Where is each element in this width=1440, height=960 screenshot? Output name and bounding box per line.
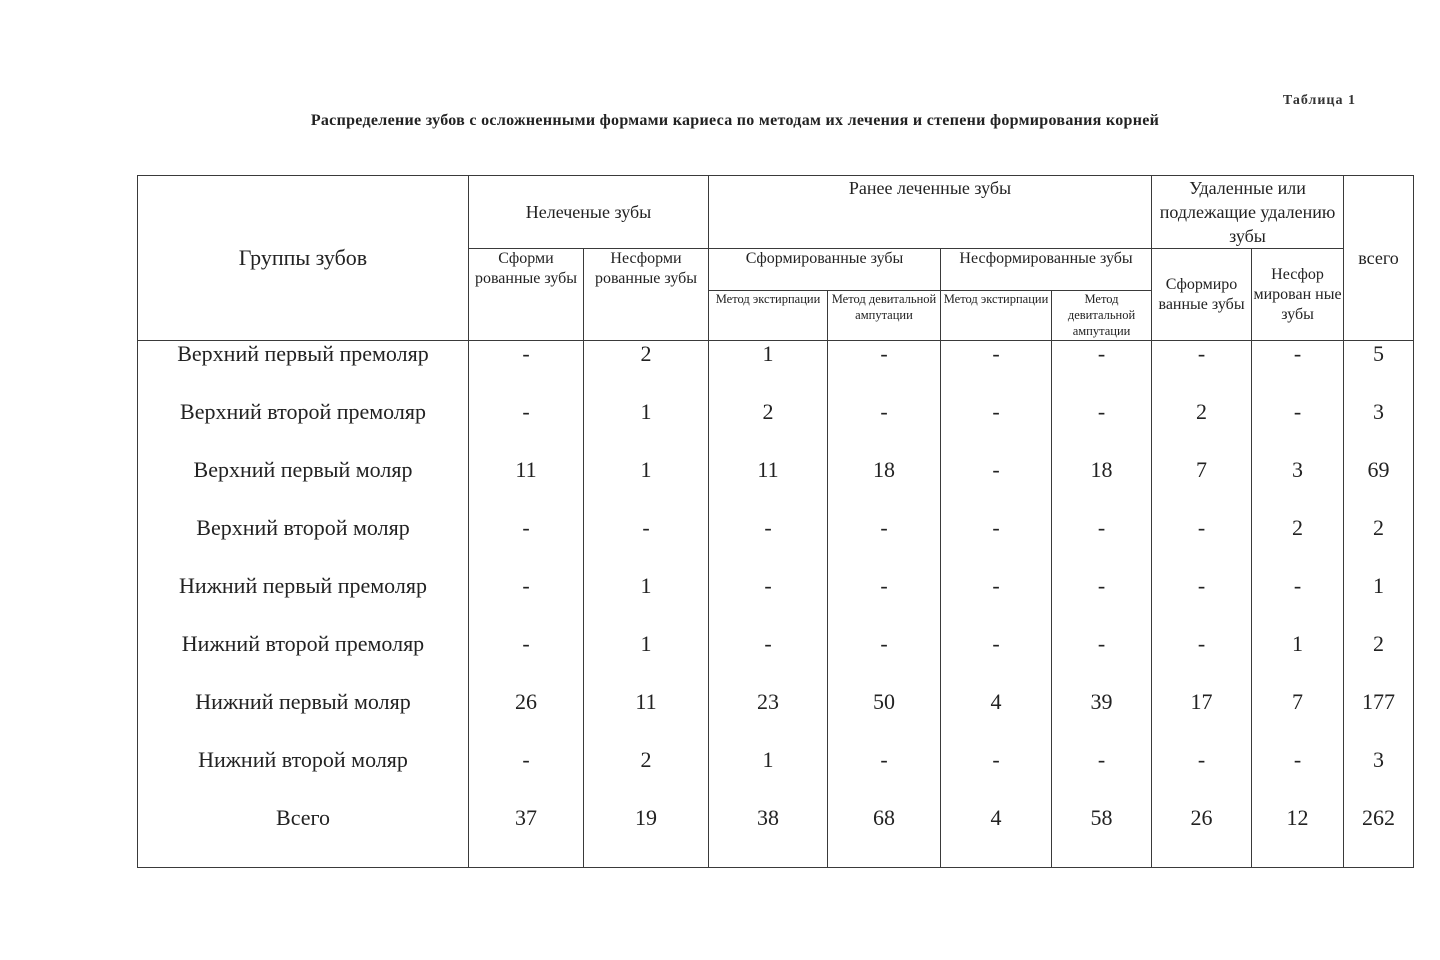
row-value-cell: 2 [1252, 515, 1344, 573]
row-value-cell: 11 [469, 457, 584, 515]
row-value-cell: - [1152, 573, 1252, 631]
row-value-cell: 2 [1344, 631, 1414, 689]
row-value-cell: 12 [1252, 805, 1344, 868]
table-row [138, 515, 1414, 573]
header-method-extirpation-unformed: Метод экстирпации [941, 291, 1052, 341]
row-value-cell: 3 [1344, 747, 1414, 805]
row-value-cell: - [1252, 341, 1344, 400]
row-value-cell: - [1052, 747, 1152, 805]
row-value-cell: 2 [1344, 515, 1414, 573]
row-value-cell: - [1252, 399, 1344, 457]
row-value-cell: - [941, 341, 1052, 400]
row-value-cell: 3 [1344, 399, 1414, 457]
teeth-distribution-table [137, 175, 1414, 868]
row-value-cell: 1 [709, 341, 828, 400]
row-value-cell: 7 [1152, 457, 1252, 515]
row-value-cell: - [828, 515, 941, 573]
row-value-cell: - [1052, 515, 1152, 573]
row-value-cell: 23 [709, 689, 828, 747]
header-method-extirpation-formed: Метод экстирпации [709, 291, 828, 341]
row-value-cell: - [1152, 747, 1252, 805]
row-value-cell: - [469, 399, 584, 457]
row-value-cell: 18 [828, 457, 941, 515]
table-row [138, 573, 1414, 631]
row-value-cell: - [941, 573, 1052, 631]
row-tooth-group: Нижний первый премоляр [138, 573, 469, 631]
row-value-cell: 1 [1252, 631, 1344, 689]
row-value-cell: 2 [584, 341, 709, 400]
table-row [138, 631, 1414, 689]
header-treated-unformed: Несформированные зубы [941, 249, 1152, 291]
row-value-cell: - [1052, 631, 1152, 689]
row-value-cell: 11 [584, 689, 709, 747]
row-value-cell: 39 [1052, 689, 1152, 747]
row-value-cell: - [941, 515, 1052, 573]
row-value-cell: 2 [1152, 399, 1252, 457]
row-tooth-group: Верхний второй моляр [138, 515, 469, 573]
row-value-cell: - [941, 631, 1052, 689]
row-tooth-group: Верхний первый моляр [138, 457, 469, 515]
row-value-cell: 1 [709, 747, 828, 805]
row-value-cell: - [469, 631, 584, 689]
row-value-cell: 7 [1252, 689, 1344, 747]
row-value-cell: - [1152, 515, 1252, 573]
row-value-cell: 50 [828, 689, 941, 747]
row-value-cell: 262 [1344, 805, 1414, 868]
row-value-cell: 38 [709, 805, 828, 868]
header-total: всего [1344, 176, 1414, 341]
row-value-cell: - [469, 747, 584, 805]
header-method-devital-formed: Метод девитальной ампутации [828, 291, 941, 341]
row-value-cell: - [469, 573, 584, 631]
row-value-cell: 3 [1252, 457, 1344, 515]
row-value-cell: - [828, 747, 941, 805]
row-value-cell: - [1252, 573, 1344, 631]
row-value-cell: - [828, 399, 941, 457]
row-value-cell: 11 [709, 457, 828, 515]
header-removed-unformed: Несфор мирован ные зубы [1252, 249, 1344, 341]
row-value-cell: - [828, 341, 941, 400]
row-value-cell: 2 [709, 399, 828, 457]
row-value-cell: - [828, 631, 941, 689]
row-value-cell: 1 [584, 457, 709, 515]
table-title: Распределение зубов с осложненными формами кариеса по методам их лечения и степени формирования корней [310, 112, 1160, 129]
row-value-cell: - [941, 399, 1052, 457]
row-value-cell: - [584, 515, 709, 573]
row-value-cell: 4 [941, 689, 1052, 747]
row-value-cell: - [1152, 341, 1252, 400]
row-value-cell: - [709, 631, 828, 689]
header-untreated-formed: Сформи рованные зубы [469, 249, 584, 341]
row-value-cell: 18 [1052, 457, 1152, 515]
row-value-cell: 2 [584, 747, 709, 805]
header-groups: Группы зубов [138, 176, 469, 341]
table-row [138, 689, 1414, 747]
row-tooth-group: Верхний первый премоляр [138, 341, 469, 400]
header-removed-formed: Сформиро ванные зубы [1152, 249, 1252, 341]
row-value-cell: - [941, 457, 1052, 515]
table-number-label: Таблица 1 [1282, 93, 1356, 108]
header-method-devital-unformed: Метод девитальной ампутации [1052, 291, 1152, 341]
row-value-cell: 5 [1344, 341, 1414, 400]
row-value-cell: - [1052, 399, 1152, 457]
row-value-cell: 19 [584, 805, 709, 868]
row-value-cell: 68 [828, 805, 941, 868]
row-value-cell: - [941, 747, 1052, 805]
row-value-cell: - [828, 573, 941, 631]
row-value-cell: 1 [584, 399, 709, 457]
row-value-cell: - [469, 341, 584, 400]
row-value-cell: - [1052, 573, 1152, 631]
row-value-cell: 69 [1344, 457, 1414, 515]
row-value-cell: 17 [1152, 689, 1252, 747]
header-untreated-unformed: Несформи рованные зубы [584, 249, 709, 341]
row-value-cell: - [1052, 341, 1152, 400]
row-value-cell: 1 [584, 631, 709, 689]
table-row [138, 399, 1414, 457]
row-value-cell: 4 [941, 805, 1052, 868]
row-value-cell: 26 [1152, 805, 1252, 868]
row-tooth-group: Нижний первый моляр [138, 689, 469, 747]
row-value-cell: - [1252, 747, 1344, 805]
row-value-cell: 37 [469, 805, 584, 868]
row-tooth-group: Всего [138, 805, 469, 868]
table-row [138, 805, 1414, 868]
row-value-cell: 1 [584, 573, 709, 631]
row-tooth-group: Нижний второй премоляр [138, 631, 469, 689]
row-value-cell: - [709, 515, 828, 573]
row-value-cell: 1 [1344, 573, 1414, 631]
header-untreated: Нелеченые зубы [469, 176, 709, 249]
header-previously-treated: Ранее леченные зубы [709, 176, 1152, 249]
table-row [138, 747, 1414, 805]
row-value-cell: 58 [1052, 805, 1152, 868]
row-tooth-group: Верхний второй премоляр [138, 399, 469, 457]
row-value-cell: 177 [1344, 689, 1414, 747]
table-row [138, 457, 1414, 515]
row-value-cell: - [1152, 631, 1252, 689]
header-removed: Удаленные или подлежащие удалению зубы [1152, 176, 1344, 249]
row-value-cell: - [469, 515, 584, 573]
row-value-cell: - [709, 573, 828, 631]
row-value-cell: 26 [469, 689, 584, 747]
table-row [138, 341, 1414, 400]
header-treated-formed: Сформированные зубы [709, 249, 941, 291]
row-tooth-group: Нижний второй моляр [138, 747, 469, 805]
